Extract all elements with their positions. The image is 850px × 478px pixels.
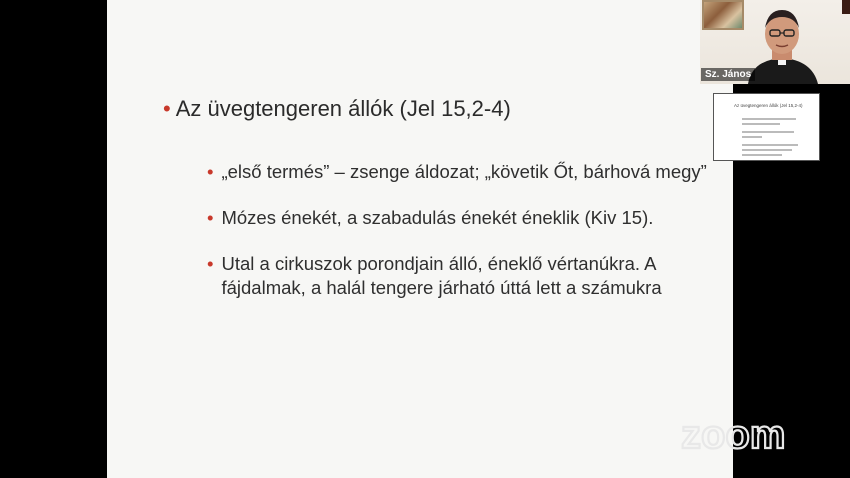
slide-bullet-list xyxy=(207,160,707,322)
zoom-watermark-text: zoom xyxy=(681,414,786,456)
thumbnail-text-line xyxy=(742,154,782,156)
left-black-bar xyxy=(0,0,107,478)
shared-slide xyxy=(107,0,733,478)
thumbnail-text-line xyxy=(742,144,798,146)
thumbnail-text-line xyxy=(742,149,792,151)
thumbnail-text-line xyxy=(742,136,762,138)
bullet-icon: • xyxy=(163,96,171,121)
thumbnail-text-line xyxy=(742,123,780,125)
slide-title-text: Az üvegtengeren állók (Jel 15,2-4) xyxy=(175,96,511,121)
participant-name-label: Sz. János xyxy=(701,68,755,81)
slide-bullet-text: Mózes énekét, a szabadulás énekét éneklik (Kiv 15). xyxy=(221,207,654,228)
slide-bullet-text: Utal a cirkuszok porondjain álló, éneklő vértanúkra. A fájdalmak, a halál tengere járható úttá lett a számukra xyxy=(221,253,662,298)
slide-thumbnail[interactable] xyxy=(713,93,820,161)
slide-bullet-item xyxy=(207,160,707,184)
bullet-icon: • xyxy=(207,207,214,228)
bullet-icon: • xyxy=(207,161,214,182)
slide-title xyxy=(163,94,723,124)
thumbnail-text-line xyxy=(742,118,796,120)
bullet-icon: • xyxy=(207,253,214,274)
slide-bullet-item xyxy=(207,206,707,230)
zoom-logo-icon xyxy=(681,414,821,456)
slide-bullet-text: „első termés” – zsenge áldozat; „követik Őt, bárhová megy” xyxy=(221,161,707,182)
thumbnail-title: Az üvegtengeren állók (Jel 15,2-4) xyxy=(734,103,803,108)
slide-bullet-item xyxy=(207,252,707,300)
thumbnail-text-line xyxy=(742,131,794,133)
